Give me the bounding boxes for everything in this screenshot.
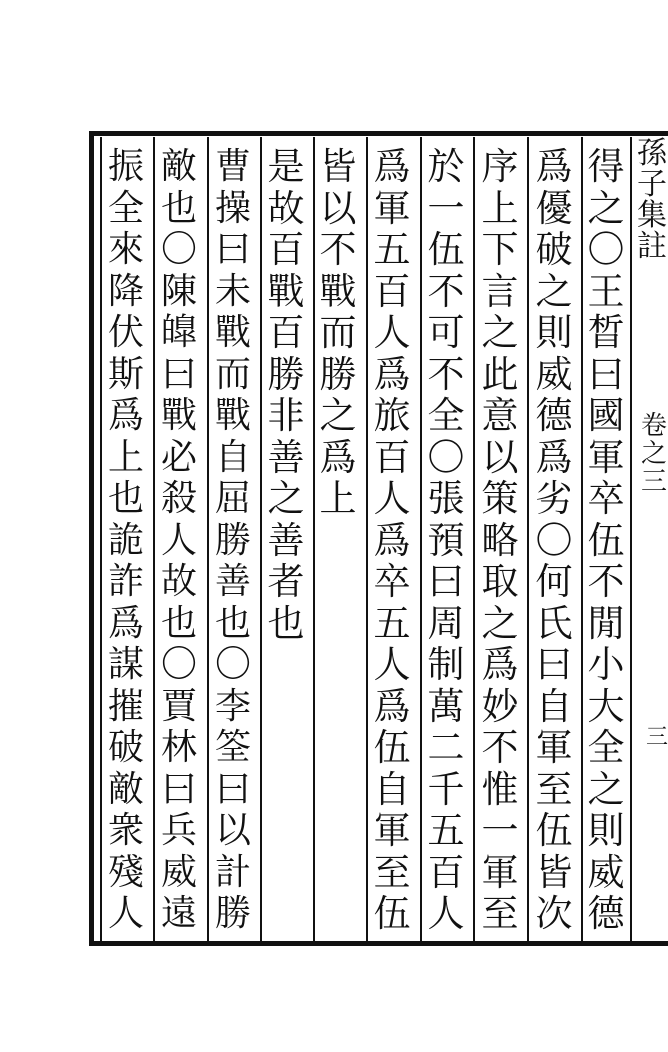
- text-column-4: 於一伍不可不全〇張預曰周制萬二千五百人: [427, 145, 465, 935]
- text-column-5: 爲軍五百人爲旅百人爲卒五人爲伍自軍至伍: [373, 145, 411, 935]
- column-rule: [366, 137, 368, 943]
- text-column-7: 是故百戰百勝非善之善者也: [267, 145, 305, 645]
- running-title: 孫子集註: [637, 136, 667, 264]
- column-rule: [473, 137, 475, 943]
- column-rule: [207, 137, 209, 943]
- text-column-2: 爲優破之則威德爲劣〇何氏曰自軍至伍皆次: [535, 145, 573, 935]
- column-rule: [313, 137, 315, 943]
- text-column-1: 得之〇王晳曰國軍卒伍不閒小大全之則威德: [587, 145, 625, 935]
- column-rule: [630, 137, 632, 943]
- column-rule: [527, 137, 529, 943]
- text-column-8: 曹操曰未戰而戰自屈勝善也〇李筌曰以計勝: [214, 146, 251, 934]
- text-column-9: 敵也〇陳皥曰戰必殺人故也〇賈林曰兵威遠: [160, 146, 197, 934]
- text-column-3: 序上下言之此意以策略取之爲妙不惟一軍至: [481, 145, 519, 935]
- column-rule: [260, 137, 262, 943]
- column-rule: [581, 137, 583, 943]
- page-number: 三: [646, 725, 668, 750]
- volume-label: 卷之三: [640, 411, 667, 497]
- text-column-10: 振全來降伏斯爲上也詭詐爲謀摧破敵衆殘人: [107, 146, 144, 934]
- text-column-6: 皆以不戰而勝之爲上: [319, 145, 357, 520]
- column-rule: [153, 137, 155, 943]
- column-rule: [100, 137, 102, 943]
- column-rule: [420, 137, 422, 943]
